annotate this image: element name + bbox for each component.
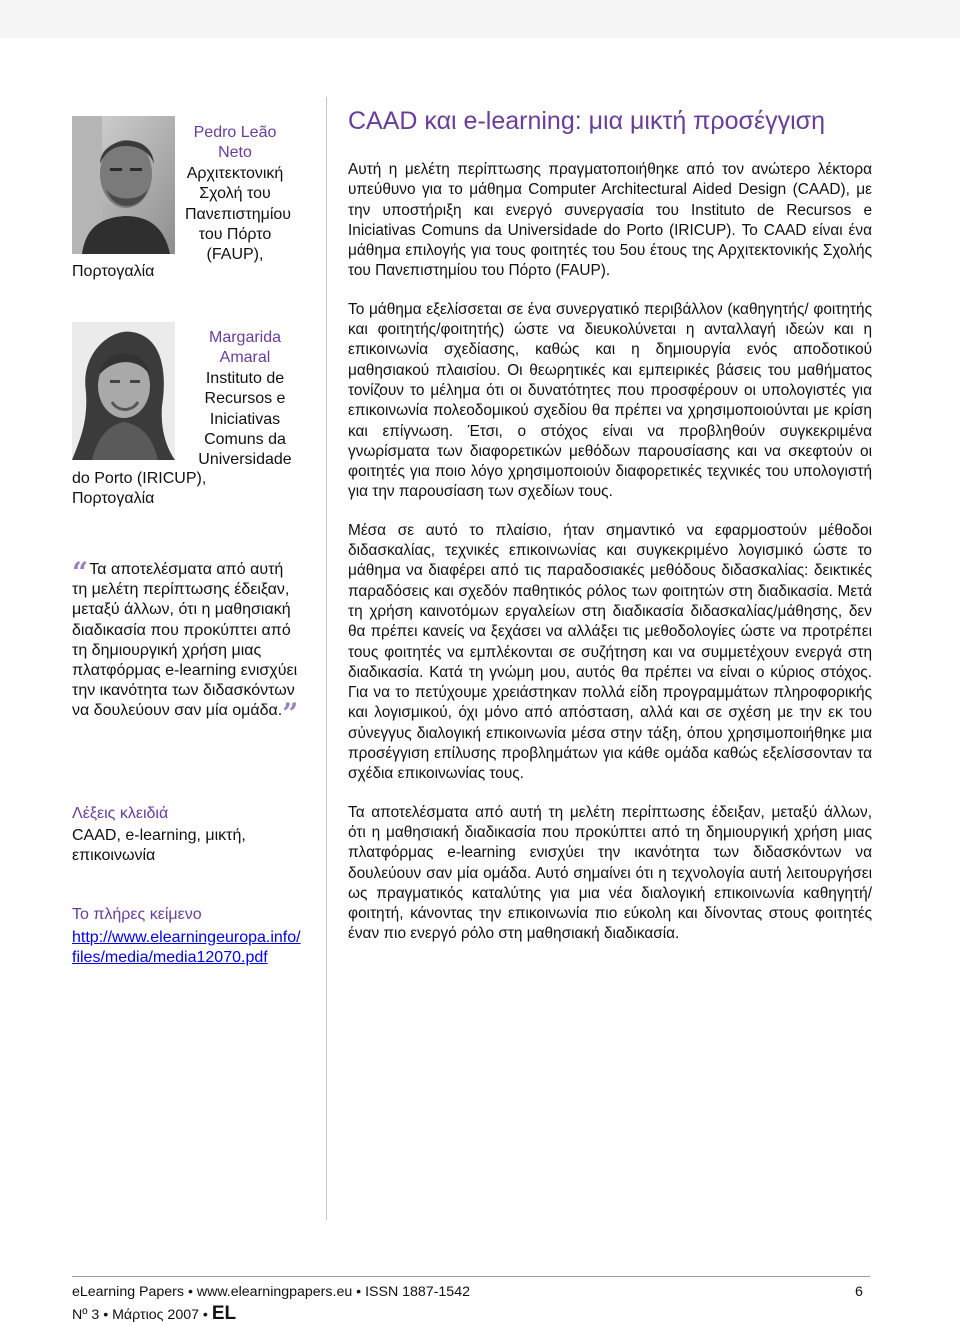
keywords-text: CAAD, e-learning, μικτή, επικοινωνία: [72, 827, 246, 865]
author-photo-pedro: [72, 116, 175, 254]
author1-affiliation: [185, 123, 292, 266]
article-title: CAAD και e-learning: μια μικτή προσέγγιση: [348, 107, 826, 135]
footer-brand: EL: [211, 1303, 237, 1324]
footer-publication: eLearning Papers • www.elearningpapers.eu • ISSN 1887-1542: [72, 1284, 470, 1300]
top-margin: [0, 0, 960, 38]
footer-rule: [72, 1276, 870, 1277]
article: [348, 104, 872, 963]
author2-name-line2: Amaral: [219, 349, 271, 367]
author2-affil-line4: Comuns da: [204, 431, 286, 449]
author1-affil-line5: (FAUP),: [206, 246, 264, 264]
author2-affil-line3: Iniciativas: [209, 410, 281, 428]
article-paragraph-4: Τα αποτελέσματα από αυτή τη μελέτη περίπτωσης έδειξαν, μεταξύ άλλων, ότι η μαθησιακή διαδικασία που προκύπτει από τη δημιουργική χρήση μιας πλατφόρμας e-learning ενισχύει την ικανότητα των διδασκόντων να δουλεύουν σαν μία ομάδα. Αυτό σημαίνει ότι η τεχνολογία αυτή λειτουργήσει ως πραγματικός καταλύτης για μια νέα διαλογική επικοινωνία καθηγητή/φοιτητή, κάνοντας την επικοινωνία πιο εύκολη και δίνοντας στους φοιτητές έναν πιο ενεργό ρόλο στη μαθησιακή διαδικασία.: [348, 803, 872, 943]
footer-issue: [72, 1303, 236, 1325]
author-pedro-leao-neto: [72, 116, 300, 302]
author2-tail: [72, 469, 206, 510]
author-photo-margarida: [72, 322, 175, 460]
close-quote-icon: ”: [282, 697, 296, 731]
footer-issue-text: Nº 3 • Μάρτιος 2007 •: [72, 1307, 208, 1323]
keywords-heading: Λέξεις κλειδιά: [72, 805, 169, 822]
article-paragraph-1: Αυτή η μελέτη περίπτωσης πραγματοποιήθηκε από τον ανώτερο λέκτορα υπεύθυνο για το μάθημα Computer Architectural Aided Design (CAAD), με την υποστήριξη και ενεργό συνεργασία του Instituto de Recursos e Iniciativas Comuns da Universidade do Porto (IRICUP). Το CAAD είναι ένα μάθημα επιλογής για τους φοιτητές του 5ου έτους της Αρχιτεκτονικής Σχολής του Πανεπιστημίου του Πόρτο (FAUP).: [348, 161, 872, 280]
author2-affil-line1: Instituto de: [205, 369, 285, 387]
author1-name-line1: Pedro Leão: [193, 124, 277, 141]
author2-tail-line2: Πορτογαλία: [72, 490, 155, 508]
page-number: 6: [855, 1284, 863, 1300]
sidebar: [72, 116, 301, 966]
fulltext-link[interactable]: http://www.elearningeuropa.info/files/media/media12070.pdf: [72, 929, 301, 966]
author1-affil-line2: Σχολή του: [199, 185, 271, 203]
author1-country: Πορτογαλία: [72, 263, 155, 280]
author2-affil-line5: Universidade: [198, 451, 292, 469]
author1-affil-line1: Αρχιτεκτονική: [186, 164, 284, 182]
article-paragraph-3: Μέσα σε αυτό το πλαίσιο, ήταν σημαντικό να εφαρμοστούν μέθοδοι διδασκαλίας, τεχνικές επικοινωνίας και συγκεκριμένο λογισμικό ώστε το μάθημα να διαφέρει από τις παραδοσιακές μεθόδους διδασκαλίας: δεικτικές παραδόσεις και σχεδόν παθητικός ρόλος των φοιτητών στη διαδικασία. Μετά τη χρήση καινοτόμων εργαλείων στη διαδικασία διδασκαλίας/μάθησης, δεν θα πρέπει κανείς να ξεχάσει να αλλάξει τις μεθοδολογίες ώστε να προτρέπει τους φοιτητές να εμπλέκονται σε συζήτηση και να συμμετέχουν ενεργά στη διαδικασία. Κατά τη γνώμη μου, αυτός θα πρέπει να είναι ο κύριος στόχος. Για να το πετύχουμε χρειάστηκαν πολλά είδη προγραμμάτων πληροφορικής και λογισμικού, όχι μόνο από απόσταση, αλλά και σε σχέση με την εκ του σύνεγγυς διαλογική επικοινωνία μέσα στην τάξη, όπου χρησιμοποιήθηκε μια προσέγγιση επίλυσης προβλημάτων για κάθε ομάδα καθώς εξελίσσονταν τα σχέδια επικοινωνίας τους.: [348, 521, 872, 783]
pull-quote: [72, 556, 300, 731]
pull-quote-text: Τα αποτελέσματα από αυτή τη μελέτη περίπτωσης έδειξαν, μεταξύ άλλων, ότι η μαθησιακή διαδικασία που προκύπτει από τη δημιουργική χρήση μιας πλατφόρμας e-learning ενισχύει την ικανότητα των διδασκόντων να δουλεύουν σαν μία ομάδα.: [72, 561, 298, 720]
open-quote-icon: “: [72, 556, 86, 589]
author2-name-line1: Margarida: [208, 329, 282, 346]
author1-affil-line3: Πανεπιστημίου: [185, 205, 292, 223]
fulltext-heading: Το πλήρες κείμενο: [72, 906, 202, 923]
author2-affiliation: [185, 328, 305, 471]
author1-name-line2: Neto: [218, 144, 252, 162]
author2-affil-line2: Recursos e: [204, 390, 286, 408]
author2-tail-line1: do Porto (IRICUP),: [72, 470, 207, 487]
article-paragraph-2: Το μάθημα εξελίσσεται σε ένα συνεργατικό περιβάλλον (καθηγητής/ φοιτητής και φοιτητής/φοιτητής) ώστε να διευκολύνεται η ανταλλαγή ιδεών και η επικοινωνία σχεδίασης, καθώς και η δημιουργία ενός αποδοτικού μαθησιακού πλαισίου. Οι θεωρητικές και εμπειρικές βάσεις του μαθήματος τονίζουν το μέλημα ότι οι δυνατότητες που προσφέρουν οι υπολογιστές για επικοινωνία πολεοδομικού σχεδίου θα πρέπει να χρησιμοποιούνται με κρίση και επίγνωση. Έτσι, ο στόχος είναι να προβληθούν συγκεκριμένα γνωρίσματα των διαφορετικών μεθόδων παρουσίασης και να σκεφτούν οι φοιτητές για ποιο λόγο χρησιμοποιούν διαφορετικές τεχνικές του υπολογιστή για την παρουσίαση των σχεδίων τους.: [348, 300, 872, 501]
column-divider: [326, 97, 327, 1220]
author-margarida-amaral: [72, 322, 300, 512]
author1-affil-line4: του Πόρτο: [198, 226, 272, 244]
